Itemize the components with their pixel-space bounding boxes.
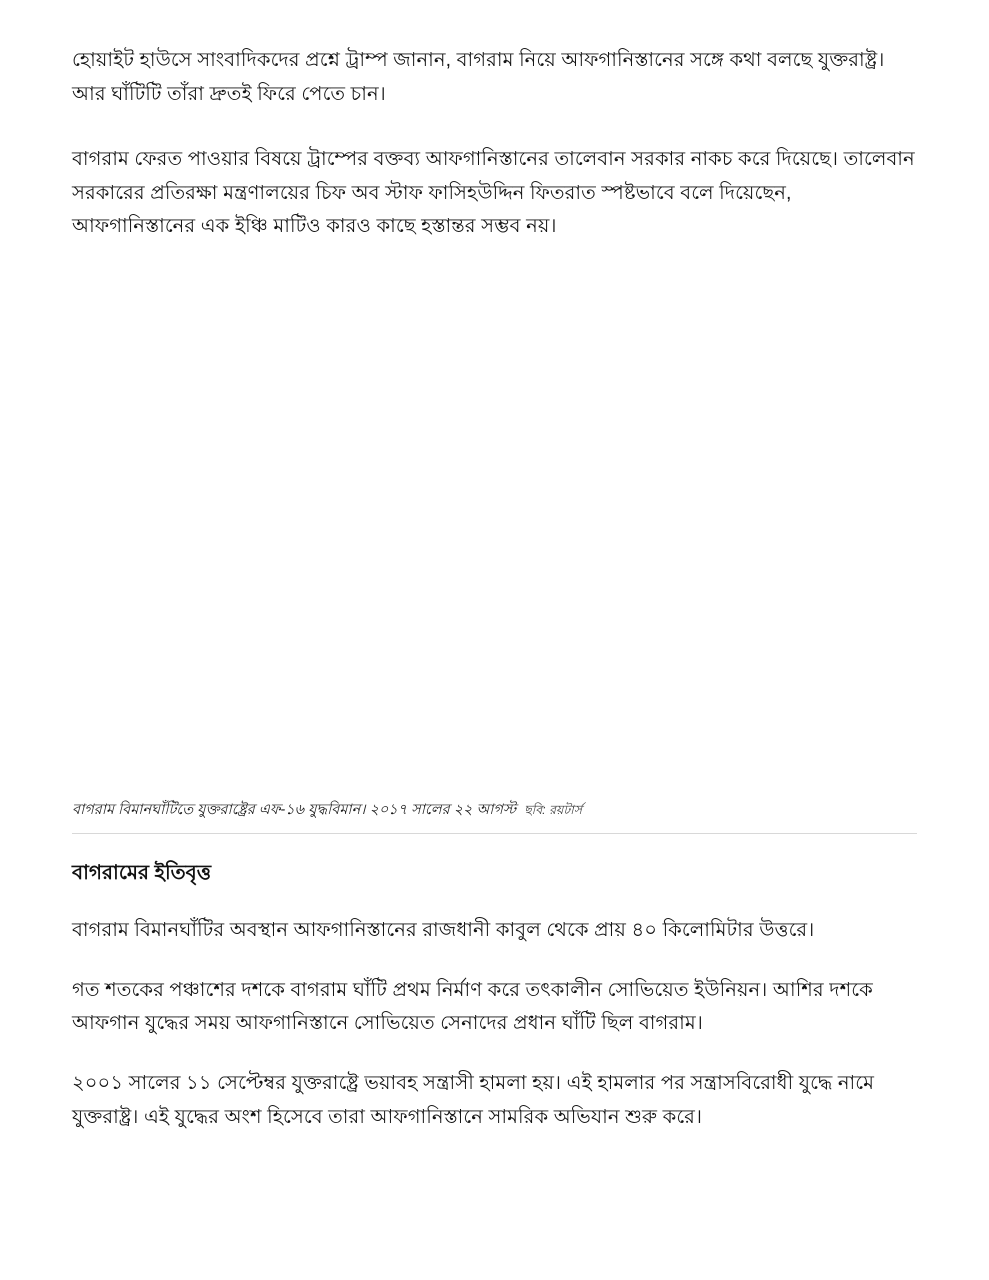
image-credit: ছবি: রয়টার্স xyxy=(524,802,583,817)
article-image-placeholder xyxy=(72,270,917,800)
section-divider xyxy=(72,833,917,834)
article-paragraph: ২০০১ সালের ১১ সেপ্টেম্বর যুক্তরাষ্ট্রে ভয়াবহ সন্ত্রাসী হামলা হয়। এই হামলার পর সন্ত্রাসবিরোধী যুদ্ধে নামে যুক্তরাষ্ট্র। এই যুদ্ধের অংশ হিসেবে তারা আফগানিস্তানে সামরিক অভিযান শুরু করে। xyxy=(72,1072,875,1128)
section-heading: বাগরামের ইতিবৃত্ত xyxy=(72,862,212,885)
image-caption-text: বাগরাম বিমানঘাঁটিতে যুক্তরাষ্ট্রের এফ-১৬ যুদ্ধবিমান। ২০১৭ সালের ২২ আগস্ট xyxy=(72,801,517,818)
article-paragraph: বাগরাম বিমানঘাঁটির অবস্থান আফগানিস্তানের রাজধানী কাবুল থেকে প্রায় ৪০ কিলোমিটার উত্তরে। xyxy=(72,919,815,942)
article-paragraph: হোয়াইট হাউসে সাংবাদিকদের প্রশ্নে ট্রাম্প জানান, বাগরাম নিয়ে আফগানিস্তানের সঙ্গে কথা বলছে যুক্তরাষ্ট্র। আর ঘাঁটিটি তাঁরা দ্রুতই ফিরে পেতে চান। xyxy=(72,49,885,105)
image-caption xyxy=(72,800,917,822)
article-paragraph: গত শতকের পঞ্চাশের দশকে বাগরাম ঘাঁটি প্রথম নির্মাণ করে তৎকালীন সোভিয়েত ইউনিয়ন। আশির দশকে আফগান যুদ্ধের সময় আফগানিস্তানে সোভিয়েত সেনাদের প্রধান ঘাঁটি ছিল বাগরাম। xyxy=(72,978,873,1035)
article-paragraph: বাগরাম ফেরত পাওয়ার বিষয়ে ট্রাম্পের বক্তব্য আফগানিস্তানের তালেবান সরকার নাকচ করে দিয়েছে। তালেবান সরকারের প্রতিরক্ষা মন্ত্রণালয়ের চিফ অব স্টাফ ফাসিহউদ্দিন ফিতরাত স্পষ্টভাবে বলে দিয়েছেন, আফগানিস্তানের এক ইঞ্চি মাটিও কারও কাছে হস্তান্তর সম্ভব নয়। xyxy=(72,148,915,238)
